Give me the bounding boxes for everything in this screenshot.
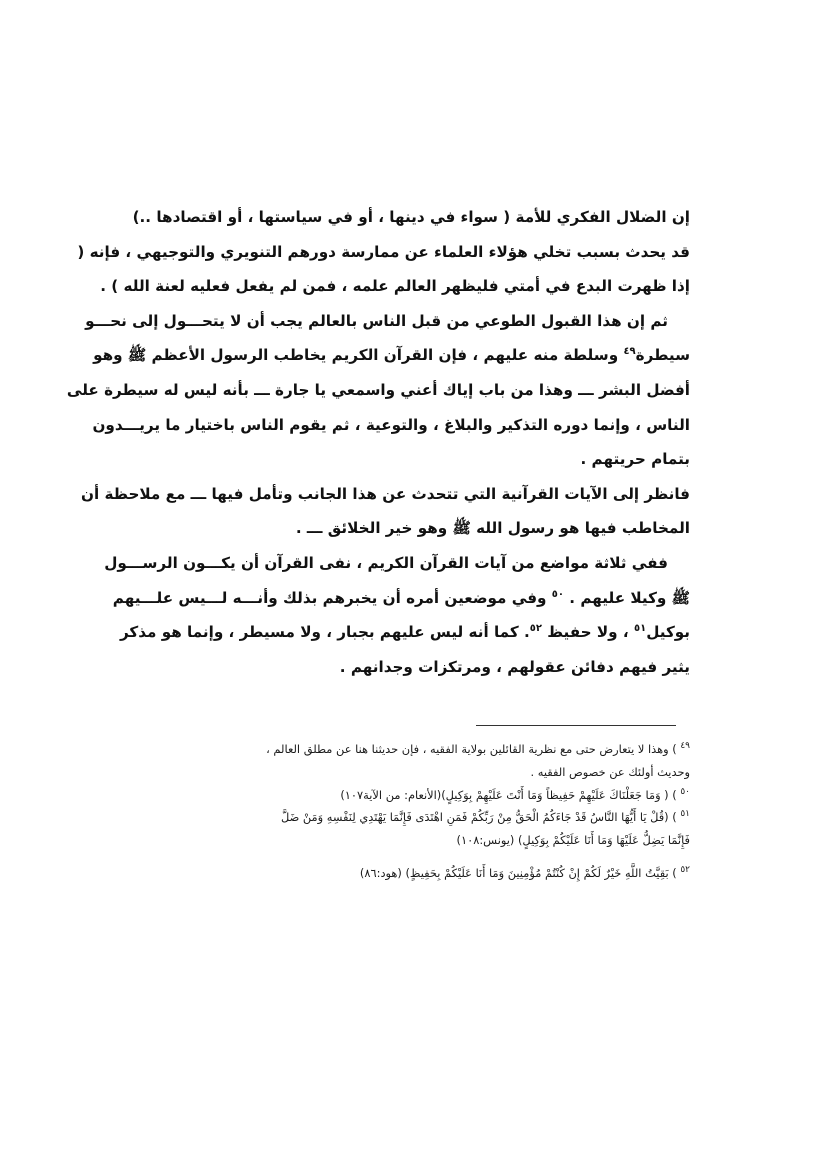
footnote-divider: [476, 725, 676, 726]
footnote-ref-51: ٥١: [633, 623, 647, 635]
footnote-text: ) بَقِيَّتُ اللَّهِ خَيْرٌ لَكُمْ إِنْ كُنْتُمْ مُؤْمِنِينَ وَمَا أَنَا عَلَيْكُمْ بِحَفِيظٍ) (هود:٨٦): [359, 865, 677, 880]
footnote-number: ٥٠: [680, 786, 690, 797]
footnote-ref-50: ٥٠: [551, 588, 564, 600]
text-fragment: سيطرة: [635, 346, 690, 365]
footnote-number: ٥٢: [680, 865, 690, 876]
footnote-text: ) (قُلْ يَا أَيُّهَا النَّاسُ قَدْ جَاءَكُمُ الْحَقُّ مِنْ رَبِّكُمْ فَمَنِ اهْتَدَى فَإِنَّمَا يَهْتَدِي لِنَفْسِهِ وَمَنْ ضَلَّ: [280, 810, 677, 825]
text-line-2: قد يحدث بسبب تخلي هؤلاء العلماء عن ممارسة دورهم التنويري والتوجيهي ، فإنه (: [77, 242, 690, 261]
footnote-50: [158, 784, 690, 807]
main-text-block: [66, 200, 690, 684]
footnote-ref-52: ٥٢: [529, 623, 542, 635]
text-line-13: [119, 615, 690, 650]
footnotes-block: [158, 738, 690, 885]
footnote-number: ٤٩: [680, 741, 690, 752]
text-fragment: . كما أنه ليس عليهم بجبار ، ولا مسيطر ، وإنما هو مذكر: [119, 623, 530, 642]
footnote-52: [158, 862, 690, 885]
footnote-spacer: [158, 852, 690, 862]
footnote-49-continued: وحديث أولئك عن خصوص الفقيه .: [530, 764, 690, 779]
footnote-51: [158, 806, 690, 829]
text-line-9: فانظر إلى الآيات القرآنية التي تتحدث عن هذا الجانب وتأمل فيها ـــ مع ملاحظة أن: [80, 484, 690, 503]
text-line-10: المخاطب فيها هو رسول الله ﷺ وهو خير الخلائق ـــ .: [295, 519, 690, 538]
text-line-5: [93, 338, 690, 373]
text-fragment: بوكيل: [646, 623, 690, 642]
text-line-6: أفضل البشر ـــ وهذا من باب إياك أعني واسمعي يا جارة ـــ بأنه ليس له سيطرة على: [66, 380, 690, 399]
footnote-ref-49: ٤٩: [623, 346, 636, 358]
footnote-51-continued: فَإِنَّمَا يَضِلُّ عَلَيْهَا وَمَا أَنَا عَلَيْكُمْ بِوَكِيلٍ) (يونس:١٠٨): [456, 833, 690, 848]
footnote-text: ) وهذا لا يتعارض حتى مع نظرية القائلين بولاية الفقيه ، فإن حديثنا هنا عن مطلق العالم ،: [266, 742, 677, 756]
text-line-4: ثم إن هذا القبول الطوعي من قبل الناس بالعالم يجب أن لا يتحـــول إلى نحـــو: [85, 311, 668, 330]
footnote-number: ٥١: [680, 809, 690, 820]
text-line-14: يثير فيهم دفائن عقولهم ، ومرتكزات وجدانهم .: [339, 657, 690, 676]
text-line-1: إن الضلال الفكري للأمة ( سواء في دينها ، أو في سياستها ، أو اقتصادها ..): [132, 208, 690, 226]
text-line-12: [112, 581, 690, 616]
text-fragment: ﷺ وكيلا عليهم .: [569, 588, 690, 607]
text-fragment: وفي موضعين أمره أن يخبرهم بذلك وأنـــه لـــيس علـــيهم: [112, 588, 547, 607]
text-fragment: وسلطة منه عليهم ، فإن القرآن الكريم يخاطب الرسول الأعظم ﷺ وهو: [93, 346, 619, 365]
text-fragment: ، ولا حفيظ: [547, 623, 629, 642]
text-line-3: إذا ظهرت البدع في أمتي فليظهر العالم علمه ، فمن لم يفعل فعليه لعنة الله ) .: [100, 277, 690, 296]
text-line-11: ففي ثلاثة مواضع من آيات القرآن الكريم ، نفى القرآن أن يكـــون الرســـول: [104, 553, 668, 572]
footnote-text: ) ( وَمَا جَعَلْنَاكَ عَلَيْهِمْ حَفِيظاً وَمَا أَنْتَ عَلَيْهِمْ بِوَكِيلٍ)(الأنعام: من الآية١٠٧): [340, 787, 677, 802]
text-line-7: الناس ، وإنما دوره التذكير والبلاغ ، والتوعية ، ثم يقوم الناس باختيار ما يريـــدون: [92, 415, 690, 434]
footnote-49: [158, 738, 690, 761]
text-line-8: بتمام حريتهم .: [580, 450, 690, 469]
